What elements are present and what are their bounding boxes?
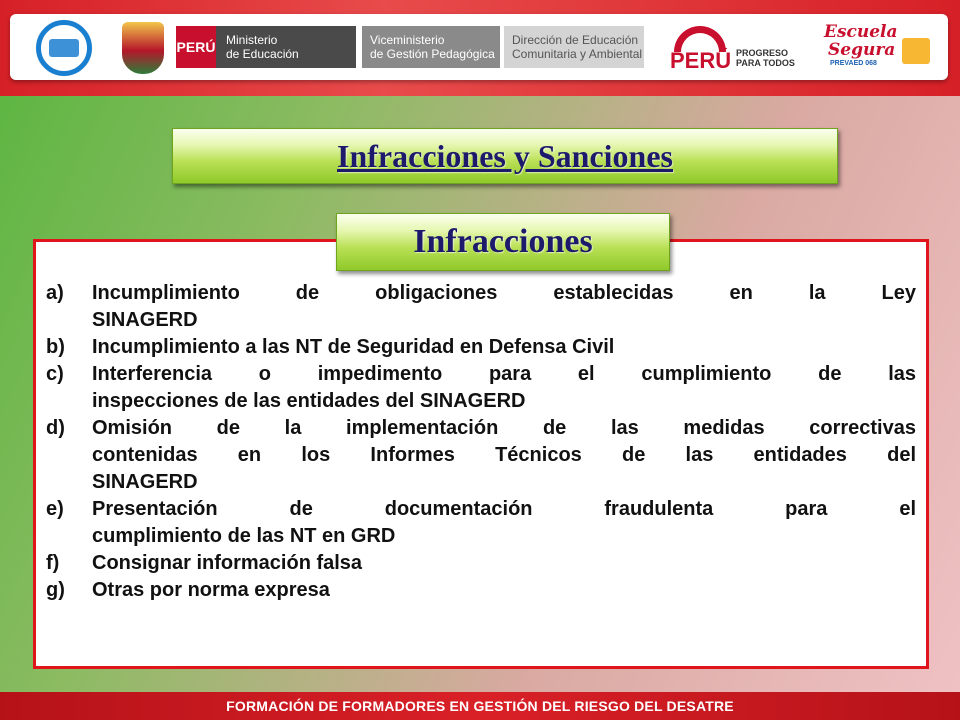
list-item <box>46 280 916 334</box>
list-item-text: Otras por norma expresa <box>92 579 330 601</box>
list-item <box>46 361 916 415</box>
list-letter: a) <box>46 282 64 304</box>
list-item-text: Incumplimiento a las NT de Seguridad en Defensa Civil <box>92 336 615 358</box>
educacion-badge-icon <box>36 20 92 76</box>
list-item-text: Interferencia o impedimento para el cumplimiento de las inspecciones de las entidades del SINAGERD <box>92 363 916 412</box>
prevaed-code: PREVAED 068 <box>830 60 877 67</box>
peru-label: PERÚ <box>176 26 216 68</box>
list-letter: c) <box>46 363 64 385</box>
list-item <box>46 550 916 577</box>
list-letter: e) <box>46 498 64 520</box>
page-title: Infracciones y Sanciones <box>337 137 673 174</box>
footer-text: FORMACIÓN DE FORMADORES EN GESTIÓN DEL RIESGO DEL DESATRE <box>226 698 734 714</box>
footer-band <box>0 692 960 720</box>
ministerio-label: Ministerio de Educación <box>216 26 356 68</box>
list-letter: d) <box>46 417 65 439</box>
list-letter: b) <box>46 336 65 358</box>
escuela-word: Escuela <box>824 22 898 42</box>
list-item <box>46 577 916 604</box>
list-item-text: Presentación de documentación fraudulenta para el cumplimiento de las NT en GRD <box>92 498 916 547</box>
viceministerio-label: Viceministerio de Gestión Pedagógica <box>362 26 500 68</box>
peru-progreso-logo <box>666 22 806 74</box>
national-shield-icon <box>122 22 164 74</box>
escuela-segura-logo <box>820 20 940 76</box>
section-subtitle: Infracciones <box>413 223 593 260</box>
direccion-label: Dirección de Educación Comunitaria y Ambiental <box>504 26 644 68</box>
list-item <box>46 496 916 550</box>
header-logo-bar <box>10 14 948 80</box>
list-letter: g) <box>46 579 65 601</box>
list-item-text: Omisión de la implementación de las medidas correctivas contenidas en los Informes Técnicos de las entidades del SINAGERD <box>92 417 916 493</box>
infracciones-list <box>46 280 916 604</box>
progreso-subtitle: PROGRESO PARA TODOS <box>736 48 795 68</box>
list-item <box>46 415 916 496</box>
peru-progreso-word: PERÚ <box>670 48 732 73</box>
school-house-icon <box>902 38 930 64</box>
segura-word: Segura <box>828 40 896 60</box>
list-item-text: Incumplimiento de obligaciones establecidas en la Ley SINAGERD <box>92 282 916 331</box>
list-letter: f) <box>46 552 60 574</box>
title-banner <box>172 128 838 184</box>
list-item <box>46 334 916 361</box>
subtitle-banner <box>336 213 670 271</box>
list-item-text: Consignar información falsa <box>92 552 363 574</box>
